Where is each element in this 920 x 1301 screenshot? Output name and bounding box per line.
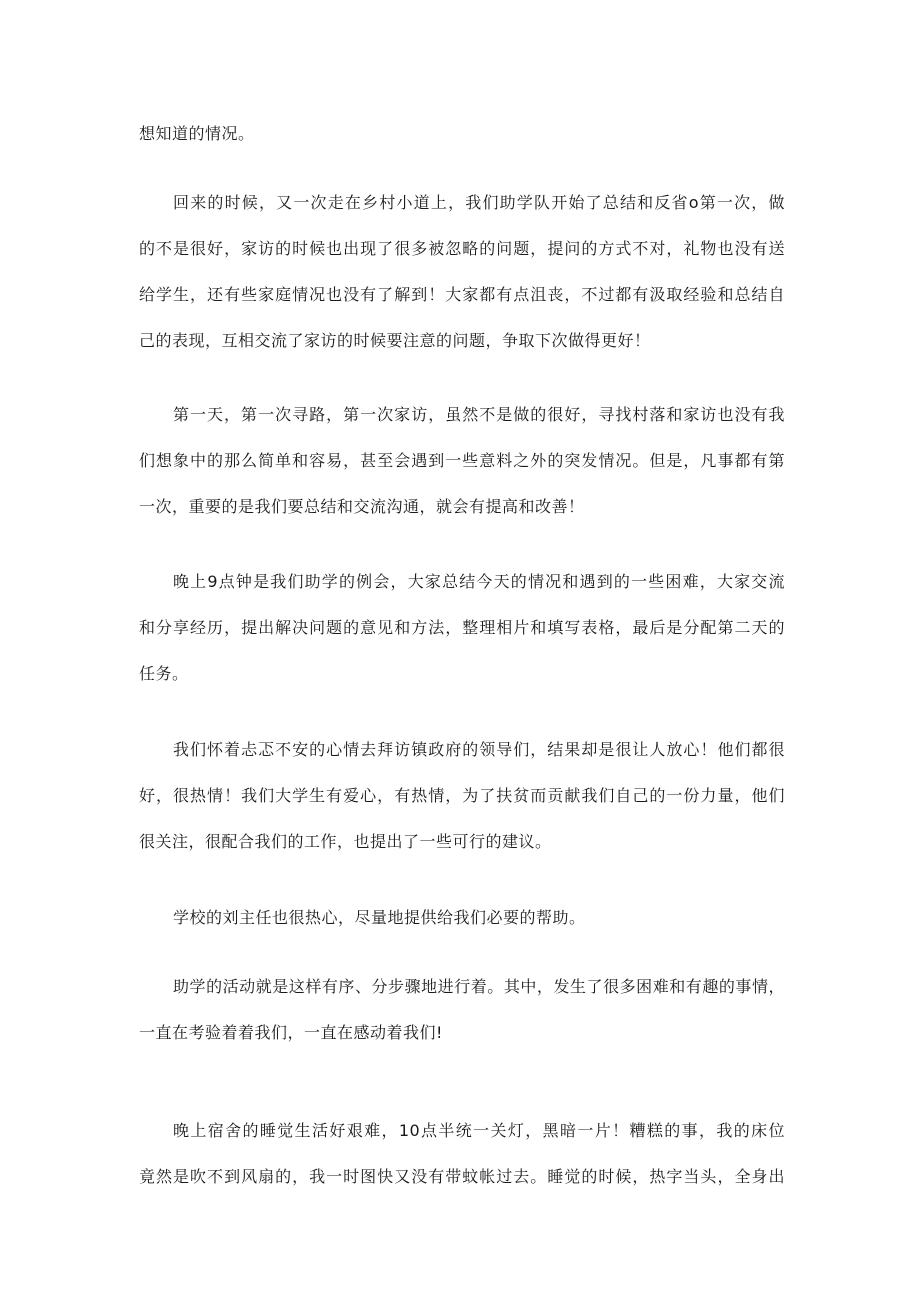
text-line: 的不是很好，家访的时候也出现了很多被忽略的问题，提问的方式不对，礼物也没有送	[139, 239, 785, 258]
text-line: 我们怀着忐忑不安的心情去拜访镇政府的领导们，结果却是很让人放心！他们都很	[173, 740, 785, 759]
text-line: 学校的刘主任也很热心，尽量地提供给我们必要的帮助。	[173, 908, 586, 927]
text-line: 晚上宿舍的睡觉生活好艰难，10点半统一关灯，黑暗一片！糟糕的事，我的床位	[173, 1121, 785, 1140]
text-line: 一次，重要的是我们要总结和交流沟通，就会有提高和改善！	[139, 497, 585, 516]
text-line: 任务。	[139, 664, 189, 683]
text-line: 竟然是吹不到风扇的，我一时图快又没有带蚊帐过去。睡觉的时候，热字当头，全身出	[139, 1167, 785, 1186]
text-line: 回来的时候，又一次走在乡村小道上，我们助学队开始了总结和反省o第一次，做	[173, 193, 785, 212]
text-line: 们想象中的那么简单和容易，甚至会遇到一些意料之外的突发情况。但是，凡事都有第	[139, 451, 785, 470]
text-line: 一直在考验着着我们，一直在感动着我们!	[139, 1023, 443, 1042]
text-line: 和分享经历，提出解决问题的意见和方法，整理相片和填写表格，最后是分配第二天的	[139, 618, 785, 637]
text-line: 晚上9点钟是我们助学的例会，大家总结今天的情况和遇到的一些困难，大家交流	[173, 572, 785, 591]
text-line: 给学生，还有些家庭情况也没有了解到！大家都有点沮丧，不过都有汲取经验和总结自	[139, 285, 785, 304]
text-line: 第一天，第一次寻路，第一次家访，虽然不是做的很好，寻找村落和家访也没有我	[173, 405, 785, 424]
text-line: 好，很热情！我们大学生有爱心，有热情，为了扶贫而贡献我们自己的一份力量，他们	[139, 786, 785, 805]
text-line: 想知道的情况。	[139, 124, 255, 143]
text-line: 助学的活动就是这样有序、分步骤地进行着。其中，发生了很多困难和有趣的事情，	[173, 977, 785, 996]
text-line: 很关注，很配合我们的工作，也提出了一些可行的建议。	[139, 832, 552, 851]
text-line: 己的表现，互相交流了家访的时候要注意的问题，争取下次做得更好！	[139, 331, 651, 350]
